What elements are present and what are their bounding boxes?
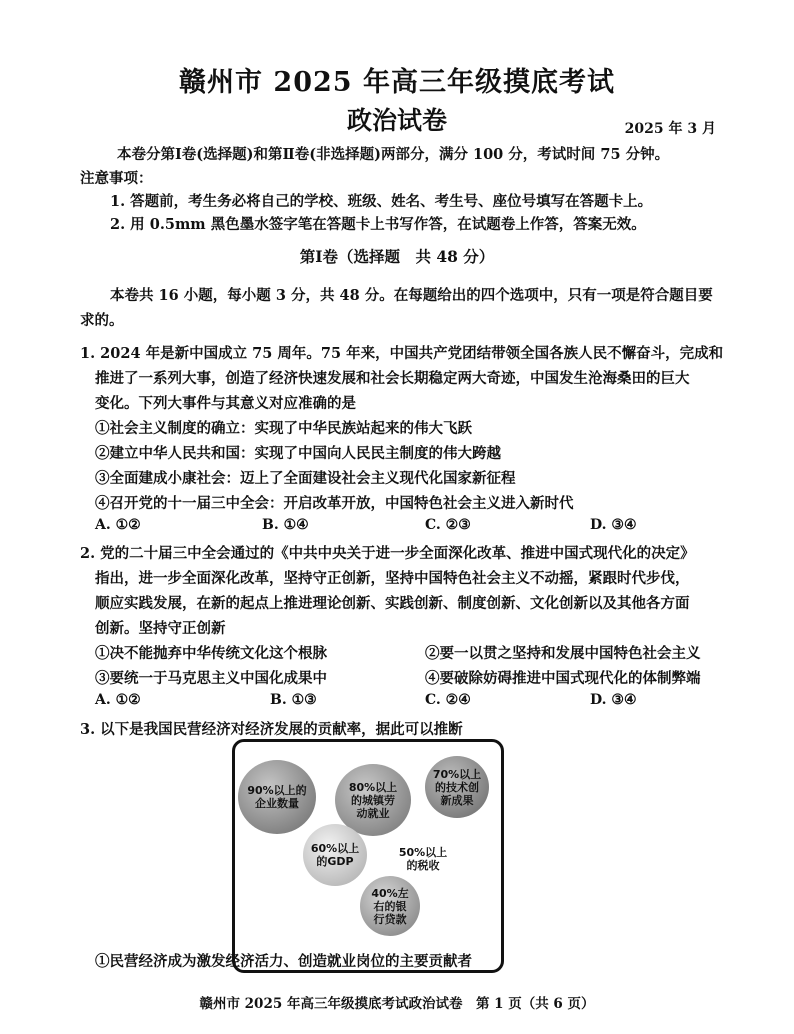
question-2-stem: 指出，进一步全面深化改革，坚持守正创新，坚持中国特色社会主义不动摇，紧跟时代步伐， — [95, 570, 690, 587]
question-2-item: ③要统一于马克思主义中国化成果中 — [95, 670, 327, 687]
question-2-option-a[interactable]: A. ①② — [95, 692, 141, 708]
question-1-item: ①社会主义制度的确立：实现了中华民族站起来的伟大飞跃 — [95, 420, 472, 437]
question-2-stem: 2. 党的二十届三中全会通过的《中共中央关于进一步全面深化改革、推进中国式现代化的决定》 — [80, 545, 695, 562]
bubble-loans — [360, 876, 420, 936]
intro-text: 本卷分第Ⅰ卷(选择题)和第Ⅱ卷(非选择题)两部分，满分 100 分，考试时间 75 分钟。 — [117, 146, 670, 163]
bubble-text: 动就业 — [356, 806, 390, 820]
bubble-text: 60%以上 — [310, 842, 360, 855]
question-2-item: ①决不能抛弃中华传统文化这个根脉 — [95, 645, 327, 662]
bubble-text: 80%以上 — [348, 780, 398, 794]
section-desc: 求的。 — [80, 312, 124, 329]
bubble-text: 右的银 — [373, 899, 407, 913]
question-1-item: ④召开党的十一届三中全会：开启改革开放，中国特色社会主义进入新时代 — [95, 495, 574, 512]
bubble-text: 企业数量 — [255, 797, 299, 810]
notice-item: 1. 答题前，考生务必将自己的学校、班级、姓名、考生号、座位号填写在答题卡上。 — [110, 193, 653, 210]
bubble-text: 40%左 — [371, 886, 409, 900]
bubble-text: 的城镇劳 — [351, 793, 395, 807]
bubble-text: 90%以上的 — [247, 784, 307, 797]
bubble-text: 的税收 — [406, 859, 440, 872]
question-1-option-b[interactable]: B. ①④ — [262, 517, 309, 533]
contribution-figure — [232, 739, 504, 973]
question-1-option-a[interactable]: A. ①② — [95, 517, 141, 533]
question-1-stem: 推进了一系列大事，创造了经济快速发展和社会长期稳定两大奇迹，中国发生沧海桑田的巨大 — [95, 370, 690, 387]
section-heading: 第Ⅰ卷（选择题 共 48 分） — [299, 247, 495, 266]
question-2-item: ②要一以贯之坚持和发展中国特色社会主义 — [425, 645, 701, 662]
question-1-option-d[interactable]: D. ③④ — [590, 517, 637, 533]
question-2-option-b[interactable]: B. ①③ — [270, 692, 317, 708]
question-2-item: ④要破除妨碍推进中国式现代化的体制弊端 — [425, 670, 701, 687]
section-desc: 本卷共 16 小题，每小题 3 分，共 48 分。在每题给出的四个选项中，只有一项是符合题目要 — [110, 287, 713, 304]
question-1-stem: 1. 2024 年是新中国成立 75 周年。75 年来，中国共产党团结带领全国各族人民不懈奋斗，完成和 — [80, 345, 724, 362]
exam-date: 2025 年 3 月 — [624, 121, 716, 137]
question-1-stem: 变化。下列大事件与其意义对应准确的是 — [95, 395, 356, 412]
question-1-option-c[interactable]: C. ②③ — [425, 517, 471, 533]
bubble-text: 70%以上 — [432, 767, 482, 781]
question-3-item: ①民营经济成为激发经济活力、创造就业岗位的主要贡献者 — [95, 953, 472, 970]
bubble-innovation — [425, 756, 489, 818]
bubble-text: 新成果 — [440, 793, 474, 807]
bubble-text: 的技术创 — [435, 780, 479, 794]
question-2-option-c[interactable]: C. ②④ — [425, 692, 471, 708]
page-footer: 赣州市 2025 年高三年级摸底考试政治试卷 第 1 页（共 6 页） — [199, 996, 595, 1012]
question-2-stem: 创新。坚持守正创新 — [95, 620, 226, 637]
question-3-stem: 3. 以下是我国民营经济对经济发展的贡献率，据此可以推断 — [80, 721, 463, 738]
question-2-stem: 顺应实践发展，在新的起点上推进理论创新、实践创新、制度创新、文化创新以及其他各方面 — [95, 595, 690, 612]
notice-label: 注意事项： — [80, 170, 153, 187]
bubble-text: 50%以上 — [398, 846, 448, 859]
question-1-item: ③全面建成小康社会：迈上了全面建设社会主义现代化国家新征程 — [95, 470, 516, 487]
question-2-option-d[interactable]: D. ③④ — [590, 692, 637, 708]
bubble-enterprises — [238, 760, 316, 834]
exam-title: 赣州市 2025 年高三年级摸底考试 — [179, 67, 615, 98]
bubble-gdp — [303, 824, 367, 886]
notice-item: 2. 用 0.5mm 黑色墨水签字笔在答题卡上书写作答，在试题卷上作答，答案无效。 — [110, 216, 646, 233]
exam-subtitle: 政治试卷 — [346, 106, 447, 135]
bubble-text: 行贷款 — [373, 912, 407, 926]
question-1-item: ②建立中华人民共和国：实现了中国向人民民主制度的伟大跨越 — [95, 445, 501, 462]
bubble-text: 的GDP — [316, 855, 354, 868]
